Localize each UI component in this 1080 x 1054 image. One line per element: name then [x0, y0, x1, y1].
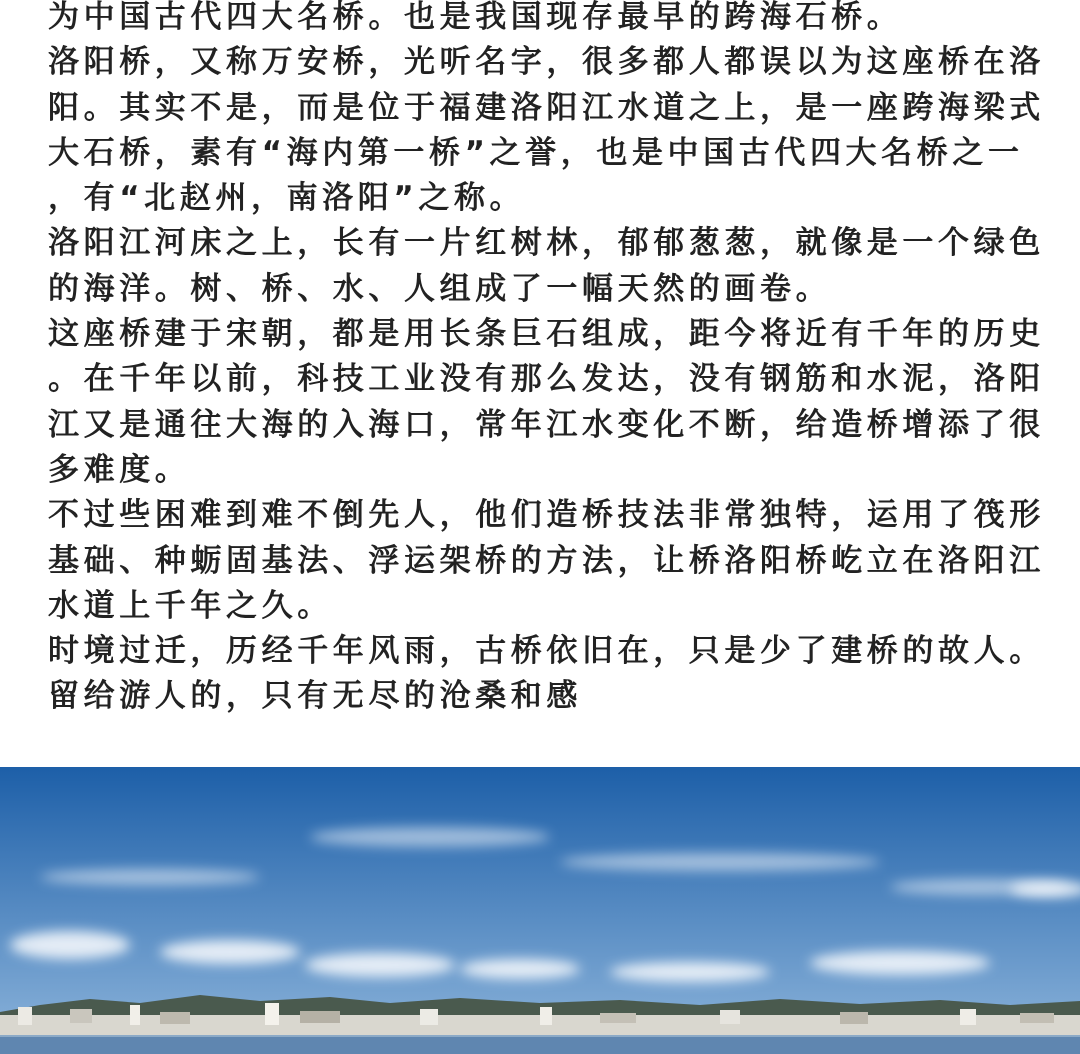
paragraph-line: 不过些困难到难不倒先人，他们造桥技法非常独特，运用了筏形 [48, 497, 1045, 534]
cloud [810, 951, 990, 975]
paragraph-line: 。在千年以前，科技工业没有那么发达，没有钢筋和水泥，洛阳 [48, 361, 1045, 398]
cloud [305, 953, 455, 977]
bridge-landscape-photo [0, 767, 1080, 1054]
cloud [40, 869, 260, 885]
paragraph-line: 大石桥，素有“海内第一桥”之誉，也是中国古代四大名桥之一 [48, 134, 1024, 171]
cloud [10, 931, 130, 959]
building [420, 1009, 438, 1025]
building [1020, 1013, 1054, 1023]
building [265, 1003, 279, 1025]
building [960, 1009, 976, 1025]
building [720, 1010, 740, 1024]
paragraph-line: 洛阳桥，又称万安桥，光听名字，很多都人都误以为这座桥在洛 [48, 44, 1045, 81]
paragraph-line: 这座桥建于宋朝，都是用长条巨石组成，距今将近有千年的历史 [48, 316, 1045, 353]
building [130, 1005, 140, 1025]
paragraph-line: 阳。其实不是，而是位于福建洛阳江水道之上，是一座跨海梁式 [48, 89, 1045, 126]
building [840, 1012, 868, 1024]
building [160, 1012, 190, 1024]
river-water [0, 1035, 1080, 1054]
paragraph-line: 为中国古代四大名桥。也是我国现存最早的跨海石桥。 [48, 0, 903, 35]
cloud [610, 962, 770, 982]
paragraph-line: 江又是通往大海的入海口，常年江水变化不断，给造桥增添了很 [48, 406, 1045, 443]
paragraph-line: 留给游人的，只有无尽的沧桑和感 [48, 678, 582, 715]
building [18, 1007, 32, 1025]
paragraph-line: 基础、种蛎固基法、浮运架桥的方法，让桥洛阳桥屹立在洛阳江 [48, 542, 1045, 579]
landscape-illustration [0, 767, 1080, 1054]
building [540, 1007, 552, 1025]
paragraph-line: 多难度。 [48, 451, 191, 488]
building [300, 1011, 340, 1023]
building [70, 1009, 92, 1023]
cloud [560, 853, 880, 871]
paragraph-line: 水道上千年之久。 [48, 587, 333, 624]
building [600, 1013, 636, 1023]
paragraph-line: 洛阳江河床之上，长有一片红树林，郁郁葱葱，就像是一个绿色 [48, 225, 1045, 262]
cloud [160, 940, 300, 964]
cloud [310, 827, 550, 847]
paragraph-line: ，有“北赵州，南洛阳”之称。 [48, 180, 526, 217]
paragraph-line: 的海洋。树、桥、水、人组成了一幅天然的画卷。 [48, 270, 832, 307]
cloud [460, 959, 580, 979]
water-shine [0, 1035, 1080, 1037]
paragraph-line: 时境过迁，历经千年风雨，古桥依旧在，只是少了建桥的故人。 [48, 633, 1045, 670]
article-text [48, 0, 1045, 720]
